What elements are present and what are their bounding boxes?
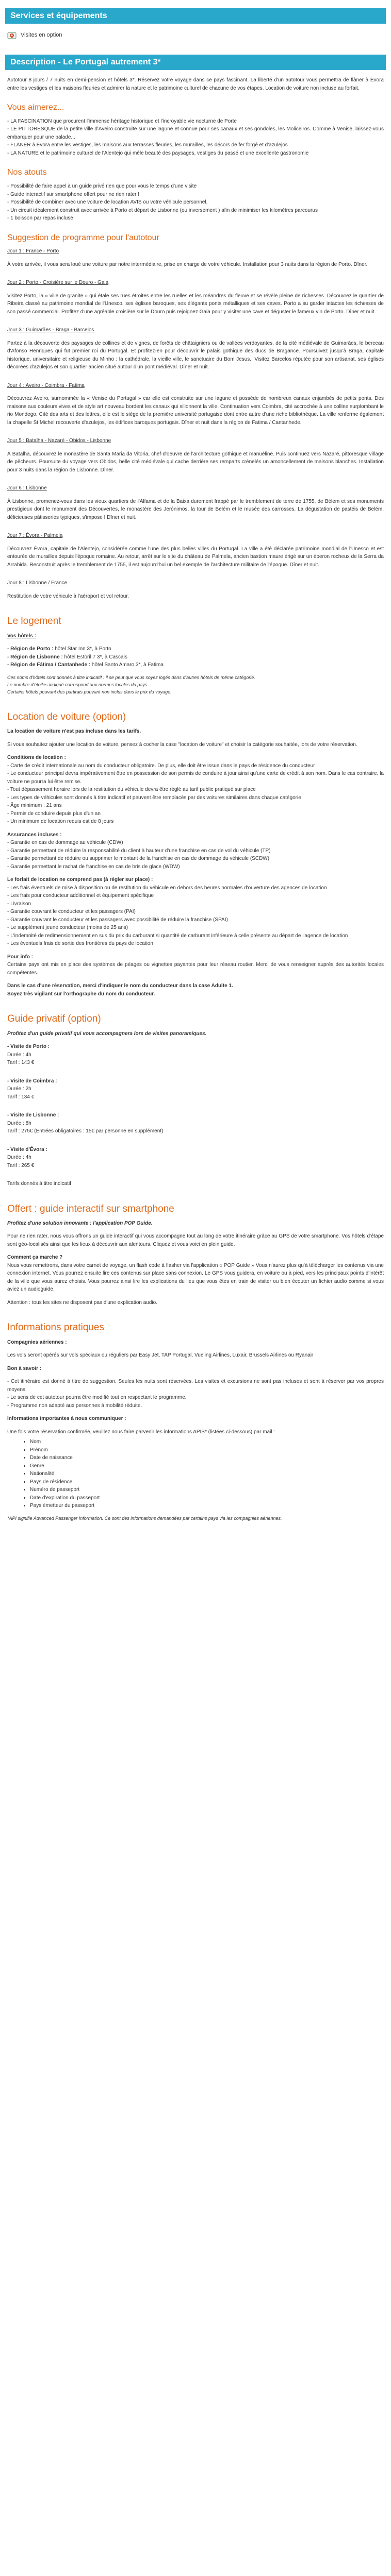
hotel-list <box>7 645 384 669</box>
lodging-notes <box>7 674 384 696</box>
atouts-title: Nos atouts <box>7 168 47 177</box>
list-item: - 1 boisson par repas incluse <box>7 215 73 222</box>
list-item: • Numéro de passeport <box>30 1486 384 1494</box>
list-item: - Région de Fátima / Cantanhede : hôtel Santo Amaro 3*, à Fatima <box>7 662 164 668</box>
list-item: - Région de Porto : hôtel Star Inn 3*, à Porto <box>7 646 111 652</box>
important-text: Une fois votre réservation confirmée, veuillez nous faire parvenir les informations APIS* (listées ci-dessous) par mail : <box>7 1429 275 1435</box>
guide-note: Tarifs donnés à titre indicatif <box>7 1181 71 1187</box>
list-item: - Garantie couvrant le conducteur et les passagers (PAI) <box>7 909 136 915</box>
rental-intro: Si vous souhaitez ajouter une location de voiture, pensez à cocher la case "location de voiture" et choisir la catégorie souhaitée, lors de votre réservation. <box>7 741 357 748</box>
offer-lead: Profitez d'une solution innovante : l'application POP Guide. <box>7 1220 153 1226</box>
airlines-title: Compagnies aériennes : <box>7 1339 67 1345</box>
offer-detail: Durée : 4h <box>7 1052 31 1058</box>
offer-detail: Durée : 2h <box>7 1086 31 1092</box>
offer-text: Pour ne rien rater, nous vous offrons un guide interactif qui vous accompagne tout au long de votre itinéraire grâce au GPS de votre smartphone. Vos hôtels d'étape sont géo-localisés ainsi que les lieux à découvrir aux alentours. Cliquez et vous voici en plein guide. <box>7 1233 384 1247</box>
list-item: - Tout dépassement horaire lors de la restitution du véhicule devra être réglé au tarif public pratiqué sur place <box>7 787 256 793</box>
important-title: Informations importantes à nous communiquer : <box>7 1416 126 1422</box>
good-list <box>7 1378 384 1410</box>
day-text: Visitez Porto, la « ville de granite » qui étale ses rues étroites entre les ruelles et les méandres du fleuve et se révèle pleine de richesses. Découvrez le quartier de Ribeira classé au patrimoine mondial de l'Unesco, ses églises baroques, ses élégants ponts métalliques et ses caves. Porto a su garder intactes les richesses de son passé commercial. Profitez d'une agréable croisière sur le Douro puis rejoignez Gaia pour y visiter une cave et déguster le fameux vin de Porto. Dîner et nuit. <box>7 293 384 315</box>
airlines-text: Les vols seront opérés sur vols spéciaux ou réguliers par Easy Jet, TAP Portugal, Vueling Airlines, Luxair, Brussels Airlines ou Ryanair <box>7 1352 314 1359</box>
list-item: - Un minimum de location requis est de 8 jours <box>7 819 114 825</box>
note: Certains hôtels pouvant des partirais pouvant non inclus dans le prix du voyage. <box>7 689 172 694</box>
day-title: Jour 5 : Batalha - Nazaré - Obidos - Lisbonne <box>7 438 111 444</box>
guide-offers <box>7 1043 384 1170</box>
list-item: - Carte de crédit internationale au nom du conducteur obligatoire. De plus, elle doit être issue dans le pays de résidence du conducteur <box>7 762 315 769</box>
offer-detail: Tarif : 143 € <box>7 1060 35 1066</box>
offer-name: - Visite de Coimbra : <box>7 1078 57 1084</box>
day-text: Partez à la découverte des paysages de collines et de vignes, de forêts de châtaigniers ou de vallées verdoyantes, de la cité médiévale de Guimarães, le berceau d'Afonso Henriques qui fut premier roi du Portugal. Et profitez-en pour découvrir le palais gothique des ducs de Bragance. Poursuivez jusqu'à Braga, capitale historique, universitaire et religieuse du Minho : la cathédrale, la vieille ville, le sanctuaire du Bom Jesus.. Visitez Barcelos réputée pour son artisanat, ses églises décorées d'azulejos et son quartier ancien situé autour d'un pont médiéval. Dîner et nuit. <box>7 340 384 370</box>
day-title: Jour 8 : Lisbonne / France <box>7 580 68 586</box>
list-item: • Date de naissance <box>30 1454 384 1462</box>
list-item: - Garantie permettant de réduire la responsabilité du client à hauteur d'une franchise en cas de vol du véhicule (TP) <box>7 848 271 854</box>
list-item: - Région de Lisbonne : hôtel Estoril 7 3*, à Cascais <box>7 654 127 660</box>
list-item: - Possibilité de combiner avec une voiture de location AVIS ou votre véhicule personnel. <box>7 199 208 206</box>
note: Le nombre d'étoiles indiqué correspond aux normes locales du pays. <box>7 682 149 687</box>
list-item: - Les frais pour conducteur additionnel et équipement spécifique <box>7 893 154 899</box>
list-item: - Le conducteur principal devra impérativement être en possession de son permis de conduire à jour ainsi qu'une carte de crédit à son nom. Dans le cas contraire, la voiture ne pourra lui être remise. <box>7 771 384 785</box>
page <box>0 8 391 1522</box>
includes-list <box>7 884 384 948</box>
how-warning: Attention : tous les sites ne disposent pas d'une explication audio. <box>7 1299 157 1306</box>
day-title: Jour 4 : Aveiro - Coimbra - Fatima <box>7 382 85 388</box>
insurance-list <box>7 839 384 871</box>
offer-detail: Tarif : 265 € <box>7 1162 35 1168</box>
list-item: - Les éventuels frais de sortie des frontières du pays de location <box>7 941 153 947</box>
list-item: - L'indemnité de redimensionnement en sus du prix du carburant si quantité de carburant inférieure à celle présente au départ de l'agence de location <box>7 933 348 939</box>
insurance-title: Assurances incluses : <box>7 832 62 838</box>
guide-title: Guide privatif (option) <box>7 1013 101 1025</box>
list-item: - LA FASCINATION que procurent l'immense héritage historique et l'incroyable vie nocturne de Porte <box>7 118 237 124</box>
description-body <box>5 70 386 1522</box>
map-pin-icon <box>7 31 17 40</box>
list-item: - FLANER à Évora entre les vestiges, les maisons aux terrasses fleuries, les murailles, les décors de fer forgé et d'azulejos <box>7 142 288 148</box>
good-title: Bon à savoir : <box>7 1365 42 1371</box>
list-item: - Permis de conduire depuis plus d'un an <box>7 810 101 817</box>
day-title: Jour 3 : Guimarães - Braga - Barcelos <box>7 327 94 333</box>
offer-detail: Tarif : 275€ (Entrées obligatoires : 15€ par personne en supplément) <box>7 1128 164 1134</box>
how-text: Nous vous remettrons, dans votre carnet de voyage, un flash code à flasher via l'application « POP Guide » Vous n'aurez plus qu'à télécharger les contenus via une connexion internet. Vous pourrez ensuite lire ces contenus sur place sans connexion. Le GPS vous guidera, en voiture ou à pied, vers les principaux points d'intérêt de la ville que vous aurez choisis. Vous pourrez ainsi lire les explications du lieu que vous êtes en train de visiter ou bien écouter un fichier audio comme si vous aviez un audioguide. <box>7 1262 384 1293</box>
practical-title: Informations pratiques <box>7 1322 104 1333</box>
info-title: Pour info : <box>7 954 33 960</box>
list-item: - Livraison <box>7 901 31 907</box>
lodging-subtitle: Vos hôtels : <box>7 633 36 639</box>
how-title: Comment ça marche ? <box>7 1255 63 1261</box>
day-text: À Batalha, découvrez le monastère de Santa Maria da Vitoria, chef-d'oeuvre de l'architecture gothique et manuéline. Puis continuez vers Nazaré, pittoresque village de pêcheurs. Poursuite du voyage vers Obidos, belle cité médiévale qui cache derrière ses remparts crénelés un amoncellement de maisons blanches. Installation pour 3 nuits dans la région de Lisbonne. Dîner. <box>7 451 384 473</box>
day-text: À votre arrivée, il vous sera loué une voiture par notre intermédiaire, prise en charge de votre véhicule. Installation pour 3 nuits dans la région de Porto. Dîner. <box>7 261 368 267</box>
list-item: • Pays émetteur du passeport <box>30 1502 384 1510</box>
services-list <box>5 24 386 50</box>
day-text: Découvrez Aveiro, surnommée la « Venise du Portugal » car elle est construite sur une lagune et possède de nombreux canaux enjambés de petits ponts. Des maisons aux couleurs vives et de style art nouveau bordent les canaux qui sillonnent la ville. Continuation vers Coimbra, cité accrochée à une colline surplombant le rio Mondego. Cité des arts et des lettres, elle est le siège de la première université portugaise dont entre autre d'une riche bibliothèque. La ville renferme également la chapelle St Michel recouverte d'azulejos, les édifices baroques portugais. Dîner et nuit dans la région de Fatima / Cantanhede. <box>7 396 384 426</box>
list-item: - Cet itinéraire est donné à titre de suggestion. Seules les nuits sont réservées. Les visites et excursions ne sont pas incluses et sont à réserver par vos propres moyens. <box>7 1379 384 1393</box>
info-text: Certains pays ont mis en place des systèmes de péages ou vignettes payantes pour leur réseau routier. Merci de vous renseigner auprès des autorités locales compétentes. <box>7 962 384 976</box>
list-item: - Le supplément jeune conducteur (moins de 25 ans) <box>7 925 128 931</box>
service-label: Visites en option <box>21 32 62 39</box>
offer-detail: Durée : 8h <box>7 1120 31 1126</box>
services-header: Services et équipements <box>5 8 386 24</box>
list-item: • Pays de résidence <box>30 1478 384 1486</box>
list-item: - Les types de véhicules sont donnés à titre indicatif et peuvent être remplacés par des voitures similaires dans chaque catégorie <box>7 794 301 801</box>
footnote: *API signifie Advanced Passenger Information. Ce sont des informations demandées par certains pays via les compagnies aériennes. <box>7 1515 282 1521</box>
list-item: - Un circuit idéalement construit avec arrivée à Porto et départ de Lisbonne (ou inversement ) afin de minimiser les kilomètres parcourus <box>7 207 318 213</box>
offer-name: - Visite d'Évora : <box>7 1146 47 1153</box>
list-item: - Les frais éventuels de mise à disposition ou de restitution du véhicule en dehors des heures normales d'ouverture des agences de location <box>7 885 327 891</box>
list-item: - Guide interactif sur smartphone offert pour ne rien rater ! <box>7 191 140 197</box>
rental-lead: La location de voiture n'est pas incluse dans les tarifs. <box>7 728 141 735</box>
lodging-title: Le logement <box>7 616 61 627</box>
list-item: • Nom <box>30 1438 384 1446</box>
love-list <box>7 117 384 158</box>
list-item: - Garantie en cas de dommage au véhicule (CDW) <box>7 840 123 846</box>
list-item: - Garantie couvrant le conducteur et les passagers avec possibilité de réduire la franchise (SPAI) <box>7 917 228 923</box>
list-item: - LE PITTORESQUE de la petite ville d'Aveiro construite sur une lagune et connue pour ses canaux et ses gondoles, les Moliceiros. Comme à Venise, laissez-vous embarquer pour une balade... <box>7 126 384 140</box>
intro-text: Autotour 8 jours / 7 nuits en demi-pension et hôtels 3*. Réservez votre voyage dans ce pays fascinant. La liberté d'un autotour vous permettra de flâner à Évora entre les vestiges et les maisons fleuries et admirer la nature et le patrimoine culturel de chacune de vos étapes. Location de voiture non incluse au forfait. <box>7 77 384 91</box>
day-title: Jour 1 : France - Porto <box>7 248 59 255</box>
list-item: • Genre <box>30 1462 384 1470</box>
list-item: - Âge minimum : 21 ans <box>7 803 62 809</box>
guide-lead: Profitez d'un guide privatif qui vous accompagnera lors de visites panoramiques. <box>7 1030 207 1037</box>
offer-title: Offert : guide interactif sur smartphone <box>7 1203 174 1214</box>
day-title: Jour 6 : Lisbonne <box>7 485 47 492</box>
apis-list <box>7 1438 384 1510</box>
atouts-list <box>7 182 384 223</box>
description-header: Description - Le Portugal autrement 3* <box>5 55 386 70</box>
list-item: • Prénom <box>30 1446 384 1454</box>
driver-note: Dans le cas d'une réservation, merci d'indiquer le nom du conducteur dans la case Adulte 1. <box>7 983 233 989</box>
offer-detail: Tarif : 134 € <box>7 1094 35 1100</box>
includes-title: Le forfait de location ne comprend pas (à régler sur place) : <box>7 877 153 883</box>
day-title: Jour 7 : Évora - Palmela <box>7 533 63 539</box>
list-item: - Programme non adapté aux personnes à mobilité réduite. <box>7 1402 142 1409</box>
conditions-title: Conditions de location : <box>7 755 66 761</box>
offer-name: - Visite de Lisbonne : <box>7 1112 59 1118</box>
list-item: - Possibilité de faire appel à un guide privé rien que pour vous le temps d'une visite <box>7 183 197 190</box>
note: Ces noms d'hôtels sont donnés à titre indicatif : il se peut que vous soyez logés dans d'autres hôtels de même catégorie. <box>7 674 255 680</box>
offer-detail: Durée : 4h <box>7 1155 31 1161</box>
day-text: Restitution de votre véhicule à l'aéroport et vol retour. <box>7 593 129 599</box>
list-item: - Garantie permettant de réduire ou supprimer le montant de la franchise en cas de dommage du véhicule (SCDW) <box>7 856 270 862</box>
driver-note: Soyez très vigilant sur l'orthographe du nom du conducteur. <box>7 991 155 997</box>
day-title: Jour 2 : Porto - Croisière sur le Douro - Gaia <box>7 280 109 286</box>
love-title: Vous aimerez... <box>7 103 64 112</box>
rental-title: Location de voiture (option) <box>7 711 126 722</box>
list-item: • Date d'expiration du passeport <box>30 1494 384 1502</box>
list-item: - Garantie permettant le rachat de franchise en cas de bris de glace (WDW) <box>7 863 180 870</box>
conditions-list <box>7 762 384 826</box>
list-item: • Nationalité <box>30 1470 384 1478</box>
day-list <box>7 247 384 600</box>
program-title: Suggestion de programme pour l'autotour <box>7 233 159 242</box>
day-text: À Lisbonne, promenez-vous dans les vieux quartiers de l'Alfama et de la Baixa durement frappé par le tremblement de terre de 1755, de Bélem et ses monuments prestigieux dont le monument des Découvertes, le monastère des Jerónimos, la tour de Belém et le musée des carrosses. La dégustation de pastéis de Belém, délicieuses pâtisseries typiques, s'impose ! Dîner et nuit. <box>7 498 384 520</box>
day-text: Découvrez Évora, capitale de l'Alentejo, considérée comme l'une des plus belles villes du Portugal. La ville a été déclarée patrimoine mondial de l'Unesco et est entourée de murailles depuis l'époque romaine. Au retour, arrêt sur le site du château de Palmela, ancien bastion maure érigé sur un éperon rocheux de la Serra da Arrabida. Reconstruit après le tremblement de 1755, il est aujourd'hui un bel exemple de l'architecture militaire de l'époque. Dîner et nuit. <box>7 546 384 568</box>
list-item: - LA NATURE et le patrimoine culturel de l'Alentejo qui mêle beauté des paysages, vestiges du passé et une excellente gastronomie <box>7 150 309 156</box>
list-item: - Le sens de cet autotour pourra être modifié tout en respectant le programme. <box>7 1395 187 1401</box>
offer-name: - Visite de Porto : <box>7 1044 50 1050</box>
